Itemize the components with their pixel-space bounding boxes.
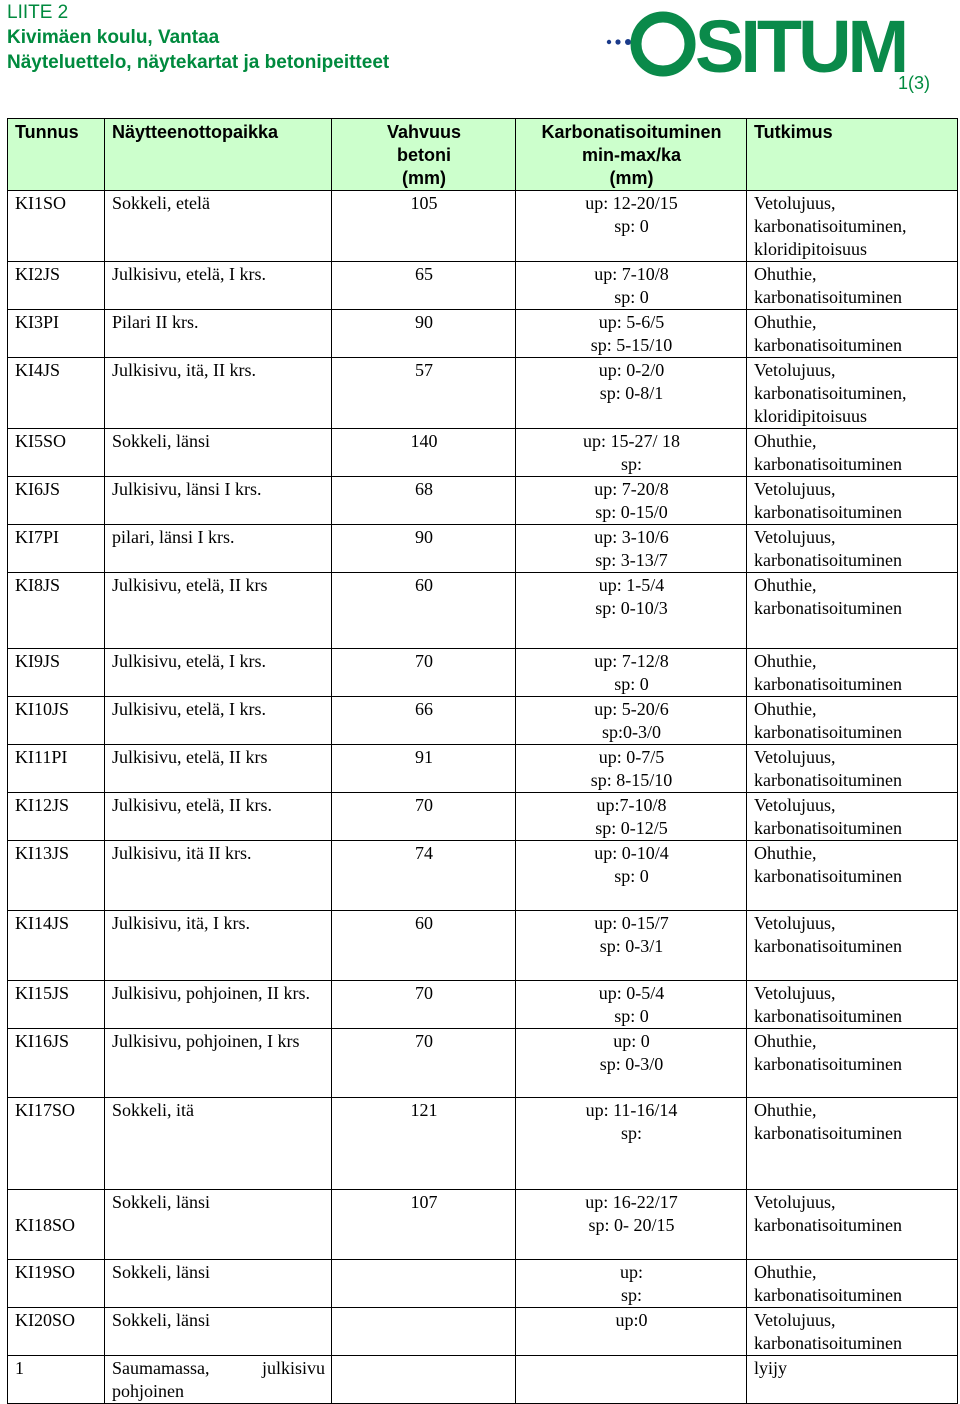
carbonation-cell: up: 5-6/5 sp: 5-15/10 xyxy=(516,310,747,358)
table-row xyxy=(8,525,958,573)
thickness-cell xyxy=(332,1356,516,1404)
carbonation-cell: up: sp: xyxy=(516,1260,747,1308)
sample-location-cell: Pilari II krs. xyxy=(105,310,332,358)
thickness-cell: 60 xyxy=(332,573,516,649)
table-row xyxy=(8,477,958,525)
thickness-cell: 70 xyxy=(332,981,516,1029)
table-row xyxy=(8,1029,958,1098)
table-row xyxy=(8,911,958,981)
thickness-cell: 57 xyxy=(332,358,516,429)
sample-location-cell: Julkisivu, etelä, I krs. xyxy=(105,649,332,697)
col-header-carbonation: Karbonatisoituminen min-max/ka (mm) xyxy=(516,119,747,191)
sample-location-cell: Julkisivu, länsi I krs. xyxy=(105,477,332,525)
carbonation-cell: up: 0-5/4 sp: 0 xyxy=(516,981,747,1029)
document-title: Näyteluettelo, näytekartat ja betonipeitteet xyxy=(7,52,390,73)
thickness-cell: 65 xyxy=(332,262,516,310)
carbonation-cell: up: 12-20/15 sp: 0 xyxy=(516,191,747,262)
table-row xyxy=(8,981,958,1029)
col-header-analysis: Tutkimus xyxy=(747,119,958,191)
carbonation-cell: up: 11-16/14 sp: xyxy=(516,1098,747,1190)
sample-id-cell: KI3PI xyxy=(8,310,105,358)
sample-location-cell: pilari, länsi I krs. xyxy=(105,525,332,573)
col-header-id: Tunnus xyxy=(8,119,105,191)
thickness-cell: 121 xyxy=(332,1098,516,1190)
document-header xyxy=(7,0,389,75)
carbonation-cell: up: 0-15/7 sp: 0-3/1 xyxy=(516,911,747,981)
analysis-cell: Ohuthie, karbonatisoituminen xyxy=(747,649,958,697)
analysis-cell: Ohuthie, karbonatisoituminen xyxy=(747,310,958,358)
sample-id-cell: KI4JS xyxy=(8,358,105,429)
thickness-cell: 107 xyxy=(332,1190,516,1260)
thickness-cell: 60 xyxy=(332,911,516,981)
analysis-cell: Vetolujuus, karbonatisoituminen xyxy=(747,745,958,793)
analysis-cell: Vetolujuus, karbonatisoituminen, kloridipitoisuus xyxy=(747,358,958,429)
appendix-label: LIITE 2 xyxy=(7,2,69,23)
thickness-cell: 90 xyxy=(332,525,516,573)
sample-id-cell: KI13JS xyxy=(8,841,105,911)
carbonation-cell: up: 5-20/6 sp:0-3/0 xyxy=(516,697,747,745)
sample-location-cell: Julkisivu, etelä, II krs xyxy=(105,573,332,649)
sample-id-cell: KI10JS xyxy=(8,697,105,745)
sample-table xyxy=(7,118,958,1404)
carbonation-cell: up: 3-10/6 sp: 3-13/7 xyxy=(516,525,747,573)
sample-id-cell: KI18SO xyxy=(8,1190,105,1260)
thickness-cell: 68 xyxy=(332,477,516,525)
carbonation-cell: up: 7-12/8 sp: 0 xyxy=(516,649,747,697)
thickness-cell: 90 xyxy=(332,310,516,358)
table-row xyxy=(8,191,958,262)
thickness-cell: 70 xyxy=(332,649,516,697)
sample-id-cell: KI2JS xyxy=(8,262,105,310)
analysis-cell: Ohuthie, karbonatisoituminen xyxy=(747,1029,958,1098)
analysis-cell: Vetolujuus, karbonatisoituminen xyxy=(747,911,958,981)
sample-location-cell: Saumamassa, julkisivu pohjoinen xyxy=(105,1356,332,1404)
sample-id-cell: KI11PI xyxy=(8,745,105,793)
table-row xyxy=(8,1190,958,1260)
ositum-logo xyxy=(605,6,925,84)
sample-id-cell: KI1SO xyxy=(8,191,105,262)
analysis-cell: Ohuthie, karbonatisoituminen xyxy=(747,1260,958,1308)
sample-id-cell: KI15JS xyxy=(8,981,105,1029)
table-row xyxy=(8,573,958,649)
sample-location-cell: Sokkeli, länsi xyxy=(105,429,332,477)
sample-location-cell: Sokkeli, etelä xyxy=(105,191,332,262)
table-row xyxy=(8,697,958,745)
analysis-cell: Vetolujuus, karbonatisoituminen xyxy=(747,981,958,1029)
carbonation-cell: up:0 xyxy=(516,1308,747,1356)
sample-id-cell: KI17SO xyxy=(8,1098,105,1190)
carbonation-cell: up: 15-27/ 18 sp: xyxy=(516,429,747,477)
sample-location-cell: Julkisivu, itä, I krs. xyxy=(105,911,332,981)
sample-location-cell: Sokkeli, itä xyxy=(105,1098,332,1190)
table-row xyxy=(8,649,958,697)
sample-id-cell: KI16JS xyxy=(8,1029,105,1098)
carbonation-cell: up: 0-7/5 sp: 8-15/10 xyxy=(516,745,747,793)
sample-location-cell: Julkisivu, etelä, I krs. xyxy=(105,697,332,745)
carbonation-cell: up:7-10/8 sp: 0-12/5 xyxy=(516,793,747,841)
table-row xyxy=(8,1308,958,1356)
thickness-cell: 70 xyxy=(332,1029,516,1098)
sample-id-cell: 1 xyxy=(8,1356,105,1404)
thickness-cell: 74 xyxy=(332,841,516,911)
table-row xyxy=(8,1098,958,1190)
site-title: Kivimäen koulu, Vantaa xyxy=(7,27,220,48)
sample-location-cell: Julkisivu, itä II krs. xyxy=(105,841,332,911)
thickness-cell: 105 xyxy=(332,191,516,262)
sample-location-cell: Julkisivu, etelä, I krs. xyxy=(105,262,332,310)
carbonation-cell: up: 0 sp: 0-3/0 xyxy=(516,1029,747,1098)
analysis-cell: Vetolujuus, karbonatisoituminen xyxy=(747,1190,958,1260)
analysis-cell: Vetolujuus, karbonatisoituminen xyxy=(747,793,958,841)
table-row xyxy=(8,1356,958,1404)
analysis-cell: Ohuthie, karbonatisoituminen xyxy=(747,262,958,310)
carbonation-cell xyxy=(516,1356,747,1404)
thickness-cell: 91 xyxy=(332,745,516,793)
sample-id-cell: KI7PI xyxy=(8,525,105,573)
carbonation-cell: up: 7-20/8 sp: 0-15/0 xyxy=(516,477,747,525)
sample-location-cell: Julkisivu, pohjoinen, I krs xyxy=(105,1029,332,1098)
analysis-cell: lyijy xyxy=(747,1356,958,1404)
thickness-cell: 66 xyxy=(332,697,516,745)
thickness-cell: 70 xyxy=(332,793,516,841)
analysis-cell: Ohuthie, karbonatisoituminen xyxy=(747,697,958,745)
sample-location-cell: Julkisivu, itä, II krs. xyxy=(105,358,332,429)
table-row xyxy=(8,793,958,841)
thickness-cell: 140 xyxy=(332,429,516,477)
sample-id-cell: KI9JS xyxy=(8,649,105,697)
carbonation-cell: up: 7-10/8 sp: 0 xyxy=(516,262,747,310)
analysis-cell: Ohuthie, karbonatisoituminen xyxy=(747,1098,958,1190)
analysis-cell: Vetolujuus, karbonatisoituminen xyxy=(747,1308,958,1356)
sample-id-cell: KI20SO xyxy=(8,1308,105,1356)
table-row xyxy=(8,262,958,310)
table-row xyxy=(8,310,958,358)
carbonation-cell: up: 0-2/0 sp: 0-8/1 xyxy=(516,358,747,429)
carbonation-cell: up: 1-5/4 sp: 0-10/3 xyxy=(516,573,747,649)
analysis-cell: Ohuthie, karbonatisoituminen xyxy=(747,429,958,477)
analysis-cell: Ohuthie, karbonatisoituminen xyxy=(747,841,958,911)
sample-id-cell: KI8JS xyxy=(8,573,105,649)
carbonation-cell: up: 16-22/17 sp: 0- 20/15 xyxy=(516,1190,747,1260)
sample-location-cell: Julkisivu, pohjoinen, II krs. xyxy=(105,981,332,1029)
col-header-thickness: Vahvuus betoni (mm) xyxy=(332,119,516,191)
sample-location-cell: Julkisivu, etelä, II krs xyxy=(105,745,332,793)
col-header-place: Näytteenottopaikka xyxy=(105,119,332,191)
page-number: 1(3) xyxy=(897,73,930,93)
sample-location-cell: Sokkeli, länsi xyxy=(105,1260,332,1308)
table-row xyxy=(8,841,958,911)
carbonation-cell: up: 0-10/4 sp: 0 xyxy=(516,841,747,911)
sample-location-cell: Sokkeli, länsi xyxy=(105,1308,332,1356)
table-row xyxy=(8,429,958,477)
table-row xyxy=(8,745,958,793)
sample-location-cell: Sokkeli, länsi xyxy=(105,1190,332,1260)
sample-id-cell: KI19SO xyxy=(8,1260,105,1308)
sample-id-cell: KI14JS xyxy=(8,911,105,981)
analysis-cell: Ohuthie, karbonatisoituminen xyxy=(747,573,958,649)
table-header-row xyxy=(8,119,958,191)
analysis-cell: Vetolujuus, karbonatisoituminen xyxy=(747,477,958,525)
table-row xyxy=(8,1260,958,1308)
sample-location-cell: Julkisivu, etelä, II krs. xyxy=(105,793,332,841)
sample-id-cell: KI6JS xyxy=(8,477,105,525)
analysis-cell: Vetolujuus, karbonatisoituminen xyxy=(747,525,958,573)
sample-id-cell: KI12JS xyxy=(8,793,105,841)
sample-id-cell: KI5SO xyxy=(8,429,105,477)
analysis-cell: Vetolujuus, karbonatisoituminen, kloridipitoisuus xyxy=(747,191,958,262)
svg-text:SITUM: SITUM xyxy=(695,6,906,84)
table-row xyxy=(8,358,958,429)
thickness-cell xyxy=(332,1308,516,1356)
thickness-cell xyxy=(332,1260,516,1308)
